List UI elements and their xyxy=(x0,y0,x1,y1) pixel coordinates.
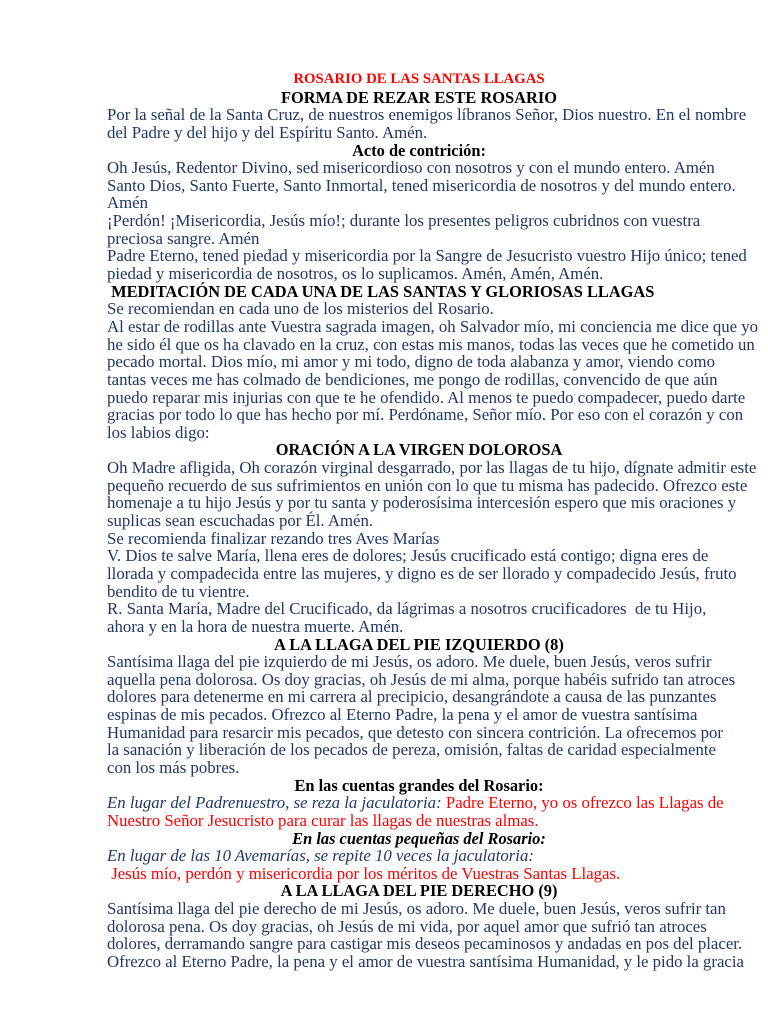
contrition-line: piedad y misericordia de nosotros, os lo suplicamos. Amén, Amén, Amén. xyxy=(107,264,604,284)
large-beads-instruction-line xyxy=(0,794,768,812)
meditation-line: puedo reparar mis injurias con que te he ofendido. Al menos te puedo compadecer, puedo darte xyxy=(107,387,746,407)
right-foot-wound-line: Santísima llaga del pie derecho de mi Jesús, os adoro. Me duele, buen Jesús, veros sufrir tan xyxy=(107,899,726,919)
right-foot-wound-line: Ofrezco al Eterno Padre, la pena y el amor de vuestra santísima Humanidad, y le pido la gracia xyxy=(107,952,744,972)
right-foot-wound-line: dolores, derramando sangre para castigar mis deseos pecaminosos y andadas en pos del placer. xyxy=(107,934,743,954)
virgin-prayer-line: Se recomienda finalizar rezando tres Aves Marías xyxy=(107,528,440,548)
document-subtitle: FORMA DE REZAR ESTE ROSARIO xyxy=(281,87,557,107)
meditation-line: Se recomiendan en cada uno de los misterios del Rosario. xyxy=(107,299,494,319)
right-foot-wound-heading: A LA LLAGA DEL PIE DERECHO (9) xyxy=(280,881,558,901)
contrition-heading: Acto de contrición: xyxy=(352,140,486,160)
meditation-heading: MEDITACIÓN DE CADA UNA DE LAS SANTAS Y GLORIOSAS LLAGAS xyxy=(107,281,655,301)
contrition-line: Padre Eterno, tened piedad y misericordia por la Sangre de Jesucristo vuestro Hijo único; tened xyxy=(107,246,747,266)
contrition-line: Amén xyxy=(107,193,149,213)
contrition-line: Oh Jesús, Redentor Divino, sed misericordioso con nosotros y con el mundo entero. Amén xyxy=(107,158,715,178)
small-beads-instruction: En lugar de las 10 Avemarías, se repite 10 veces la jaculatoria: xyxy=(107,846,534,866)
virgin-prayer-line: ahora y en la hora de nuestra muerte. Amén. xyxy=(107,616,404,636)
meditation-line: tantas veces me has colmado de bendiciones, me pongo de rodillas, convencido de que aún xyxy=(107,369,718,389)
left-foot-wound-line: dolores para detenerme en mi carrera al precipicio, desangrándote a causa de las punzantes xyxy=(107,687,717,707)
meditation-line: pecado mortal. Dios mío, mi amor y mi todo, digno de toda alabanza y amor, viendo como xyxy=(107,352,715,372)
left-foot-wound-line: aquella pena dolorosa. Os doy gracias, oh Jesús de mi alma, porque habéis sufrido tan atroces xyxy=(107,669,736,689)
meditation-line: gracias por todo lo que has hecho por mí. Perdóname, Señor mío. Por eso con el corazón y con xyxy=(107,405,744,425)
large-beads-prayer: Nuestro Señor Jesucristo para curar las llagas de nuestras almas. xyxy=(107,810,539,830)
meditation-line: Al estar de rodillas ante Vuestra sagrada imagen, oh Salvador mío, mi conciencia me dice que yo xyxy=(107,316,759,336)
left-foot-wound-line: con los más pobres. xyxy=(107,757,240,777)
contrition-line: ¡Perdón! ¡Misericordia, Jesús mío!; durante los presentes peligros cubridnos con vuestra xyxy=(107,211,701,231)
large-beads-heading: En las cuentas grandes del Rosario: xyxy=(294,775,544,795)
contrition-line: Santo Dios, Santo Fuerte, Santo Inmortal, tened misericordia de nosotros y del mundo entero. xyxy=(107,175,736,195)
right-foot-wound-line: dolorosa pena. Os doy gracias, oh Jesús de mi vida, por aquel amor que sufrió tan atroces xyxy=(107,916,707,936)
opening-prayer-line: Por la señal de la Santa Cruz, de nuestros enemigos líbranos Señor, Dios nuestro. En el nombre xyxy=(107,105,747,125)
virgin-prayer-line: llorada y compadecida entre las mujeres, y digno es de ser llorado y compadecido Jesús, fruto xyxy=(107,563,737,583)
document-title: ROSARIO DE LAS SANTAS LLAGAS xyxy=(293,71,545,87)
large-beads-prayer: Padre Eterno, yo os ofrezco las Llagas de xyxy=(445,793,724,813)
virgin-prayer-line: pequeño recuerdo de sus sufrimientos en unión con lo que tu misma has padecido. Ofrezco este xyxy=(107,475,748,495)
left-foot-wound-line: espinas de mis pecados. Ofrezco al Eterno Padre, la pena y el amor de vuestra santísima xyxy=(107,705,698,725)
virgin-prayer-line: homenaje a tu hijo Jesús y por tu santa y poderosísima intercesión espero que mis oraciones y xyxy=(107,493,737,513)
contrition-line: preciosa sangre. Amén xyxy=(107,228,260,248)
virgin-prayer-heading: ORACIÓN A LA VIRGEN DOLOROSA xyxy=(275,440,563,460)
left-foot-wound-line: Humanidad para resarcir mis pecados, que detesto con sincera contrición. La ofrecemos por xyxy=(107,722,723,742)
meditation-line: los labios digo: xyxy=(107,422,210,442)
large-beads-instruction: En lugar del Padrenuestro, se reza la jaculatoria: xyxy=(107,793,446,813)
meditation-line: he sido él que os ha clavado en la cruz, con estas mis manos, todas las veces que he cometido un xyxy=(107,334,755,354)
virgin-prayer-line: V. Dios te salve María, llena eres de dolores; Jesús crucificado está contigo; digna eres de xyxy=(107,546,709,566)
opening-prayer-line: del Padre y del hijo y del Espíritu Santo. Amén. xyxy=(107,122,428,142)
virgin-prayer-line: Oh Madre afligida, Oh corazón virginal desgarrado, por las llagas de tu hijo, dígnate admitir este xyxy=(107,458,757,478)
document-page xyxy=(0,71,768,971)
small-beads-prayer: Jesús mío, perdón y misericordia por los méritos de Vuestras Santas Llagas. xyxy=(107,863,621,883)
virgin-prayer-line: suplicas sean escuchadas por Él. Amén. xyxy=(107,511,374,531)
small-beads-heading: En las cuentas pequeñas del Rosario: xyxy=(292,828,546,848)
virgin-prayer-line: R. Santa María, Madre del Crucificado, da lágrimas a nosotros crucificadores de tu Hijo, xyxy=(107,599,707,619)
left-foot-wound-line: Santísima llaga del pie izquierdo de mi Jesús, os adoro. Me duele, buen Jesús, veros sufrir xyxy=(107,652,712,672)
left-foot-wound-line: la sanación y liberación de los pecados de pereza, omisión, faltas de caridad especialmente xyxy=(107,740,716,760)
virgin-prayer-line: bendito de tu vientre. xyxy=(107,581,250,601)
left-foot-wound-heading: A LA LLAGA DEL PIE IZQUIERDO (8) xyxy=(274,634,564,654)
